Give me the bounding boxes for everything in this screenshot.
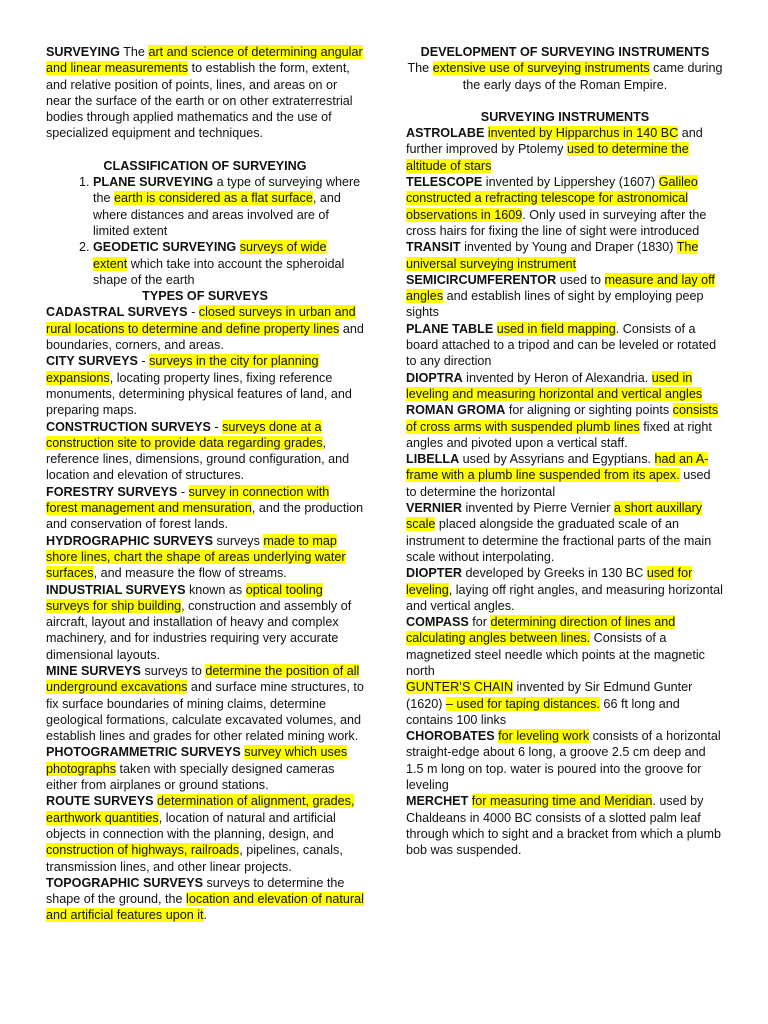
entry [406, 321, 724, 370]
text: , construction and assembly of aircraft, layout and installation of heavy and complex machinery, and for industries requiring very accurate dimensional layouts. [46, 598, 352, 662]
text: used to determine the horizontal [406, 468, 711, 499]
text: invented by Pierre Vernier [461, 501, 614, 516]
highlight: made to map shore lines, chart the shape of areas underlying water surfaces [46, 533, 346, 581]
highlight: optical tooling surveys for ship building [46, 582, 323, 613]
text: . Consists of a board attached to a tripod and can be leveled or rotated to any direction [406, 321, 717, 369]
highlight: art and science of determining angular and linear measurements [46, 45, 363, 76]
text: , location of natural and artificial objects in connection with the planning, design, and [46, 810, 336, 841]
text: and boundaries, corners, and areas. [46, 321, 364, 353]
entry [46, 533, 364, 582]
term: SURVEYING [46, 45, 120, 59]
entry [406, 174, 724, 239]
highlight: Galileo constructed a refracting telescope for astronomical observations in 1609 [406, 175, 698, 222]
text: - [177, 484, 189, 499]
highlight: – used for taping distances. [445, 696, 600, 711]
highlight: surveys of wide extent [93, 240, 327, 271]
highlight: invented by Hipparchus in 140 BC [487, 126, 679, 141]
text: developed by Greeks in 130 BC [461, 566, 647, 581]
text: invented by Sir Edmund Gunter (1620) [406, 680, 693, 711]
highlight: location and elevation of natural and artificial features upon it [46, 892, 364, 923]
term: ROUTE SURVEYS [46, 794, 154, 809]
text: , and where distances and areas involved are of limited extent [93, 191, 341, 238]
term: CADASTRAL SURVEYS [46, 305, 188, 320]
highlight: a short auxillary scale [406, 501, 703, 532]
entry [46, 793, 364, 874]
text: - [187, 305, 199, 320]
classification-heading: CLASSIFICATION OF SURVEYING [103, 158, 307, 173]
text: for aligning or sighting points [505, 403, 673, 418]
text: a type of surveying where the [93, 175, 361, 206]
entry [406, 370, 724, 403]
list-item [93, 174, 364, 239]
entry [406, 500, 724, 565]
text: consists of a horizontal straight-edge about 6 long, a groove 2.5 cm deep and 1.5 m long on top. water is poured into the groove for leveling [406, 729, 721, 793]
text: taken with specially designed cameras either from airplanes or ground stations. [46, 761, 335, 793]
types-list [46, 304, 364, 923]
text: came during the early days of the Roman Empire. [462, 61, 723, 92]
classification-list [46, 174, 364, 288]
highlight: The universal surveying instrument [406, 240, 699, 271]
highlight: determination of alignment, grades, earthwork quantities [46, 794, 355, 825]
highlight: used to determine the altitude of stars [406, 142, 689, 173]
text: Consists of a magnetized steel needle which points at the magnetic north [406, 631, 705, 678]
development-text [406, 60, 724, 93]
highlight: closed surveys in urban and rural locations to determine and define property lines [46, 305, 356, 336]
term: ROMAN GROMA [406, 403, 506, 418]
text: surveys to [140, 663, 206, 678]
text: and further improved by Ptolemy [406, 126, 703, 157]
entry [46, 304, 364, 353]
text: , locating property lines, fixing reference monuments, determining physical features of land, and preparing maps. [46, 370, 352, 418]
term: MINE SURVEYS [46, 663, 141, 678]
text: placed alongside the graduated scale of an instrument to determine the fractional parts of the main scale without interpolating. [406, 517, 712, 564]
term: MERCHET [406, 794, 469, 809]
entry [46, 582, 364, 663]
text: to establish the form, extent, and relative position of points, lines, and areas on or near the surface of the earth or on other extraterrestrial bodies through applied mathematics and the use of specialized equipment and techniques. [46, 61, 353, 141]
highlight: extensive use of surveying instruments [432, 61, 650, 76]
text: The [407, 61, 433, 76]
term: PHOTOGRAMMETRIC SURVEYS [46, 745, 241, 760]
entry [406, 125, 724, 174]
text: , laying off right angles, and measuring horizontal and vertical angles. [406, 582, 723, 613]
highlight: GUNTER’S CHAIN [406, 680, 514, 695]
entry [406, 728, 724, 793]
term: DIOPTRA [406, 370, 463, 385]
text: surveys [213, 533, 264, 548]
text: . used by Chaldeans in 4000 BC consists of a slotted palm leaf through which to sight and a bracket from which a plumb bob was suspended. [406, 794, 722, 858]
text: for [468, 615, 491, 630]
text: , and measure the flow of streams. [93, 566, 287, 581]
text: . Only used in surveying after the cross hairs for fixing the line of sight were introduced [406, 207, 707, 238]
highlight: measure and lay off angles [406, 272, 715, 304]
term: CHOROBATES [406, 729, 495, 744]
term: TELESCOPE [406, 175, 483, 190]
term: LIBELLA [406, 452, 460, 467]
development-heading: DEVELOPMENT OF SURVEYING INSTRUMENTS [420, 45, 710, 59]
highlight: used in field mapping [496, 321, 616, 336]
left-column [46, 44, 364, 924]
entry [406, 565, 724, 614]
text: surveys to determine the shape of the ground, the [46, 875, 345, 907]
entry [406, 679, 724, 728]
entry [406, 402, 724, 451]
entry [46, 353, 364, 418]
entry [406, 793, 724, 858]
term: ASTROLABE [406, 126, 485, 141]
highlight: survey in connection with forest management and mensuration [46, 484, 330, 516]
highlight: had an A-frame with a plumb line suspended from its apex. [406, 452, 709, 483]
term: PLANE SURVEYING [93, 175, 214, 190]
entry [406, 239, 724, 272]
highlight: earth is considered as a flat surface [114, 191, 313, 206]
text: fixed at right angles and pivoted upon a vertical staff. [406, 419, 712, 450]
instruments-list [406, 125, 724, 858]
text: invented by Young and Draper (1830) [460, 240, 677, 255]
highlight: survey which uses photographs [46, 745, 348, 776]
text: which take into account the spheroidal shape of the earth [93, 256, 345, 287]
term: HYDROGRAPHIC SURVEYS [46, 533, 214, 548]
highlight: for leveling work [498, 729, 590, 744]
term: PLANE TABLE [406, 321, 494, 336]
entry [406, 614, 724, 679]
text: , pipelines, canals, transmission lines, and other linear projects. [46, 843, 343, 874]
text: The [119, 45, 149, 59]
text: invented by Heron of Alexandria. [462, 370, 652, 385]
text: - [137, 354, 150, 369]
right-column [406, 44, 724, 859]
highlight: surveys done at a construction site to provide data regarding grades [46, 419, 323, 450]
term: INDUSTRIAL SURVEYS [46, 582, 186, 597]
text: and surface mine structures, to fix surface boundaries of mining claims, determine geological formations, calculate excavated volumes, and establish lines and grades for other related mining work. [46, 680, 364, 744]
highlight: surveys in the city for planning expansions [46, 354, 319, 385]
text: invented by Lippershey (1607) [482, 175, 659, 190]
term: DIOPTER [406, 566, 462, 581]
term: FORESTRY SURVEYS [46, 484, 178, 499]
text: used to [556, 272, 605, 287]
text: , reference lines, dimensions, ground configuration, and location and elevation of structures. [46, 435, 350, 483]
types-heading: TYPES OF SURVEYS [142, 289, 268, 304]
entry [46, 419, 364, 484]
term: COMPASS [406, 615, 469, 630]
term: CITY SURVEYS [46, 354, 138, 369]
highlight: construction of highways, railroads [46, 843, 240, 858]
highlight: for measuring time and Meridian [471, 794, 653, 809]
text: - [210, 419, 223, 434]
text: . [203, 908, 208, 923]
term: CONSTRUCTION SURVEYS [46, 419, 211, 434]
entry [46, 663, 364, 744]
entry [46, 744, 364, 793]
text: known as [185, 582, 246, 597]
text: and establish lines of sight by employing peep sights [406, 289, 704, 320]
highlight: consists of cross arms with suspended plumb lines [406, 403, 719, 434]
term: TRANSIT [406, 240, 461, 255]
highlight: used in leveling and measuring horizontal and vertical angles [406, 370, 703, 401]
entry [406, 451, 724, 500]
list-item [93, 239, 364, 288]
surveying-definition [46, 44, 364, 142]
highlight: used for leveling [406, 566, 693, 597]
entry [406, 272, 724, 321]
highlight: determining direction of lines and calculating angles between lines. [406, 615, 676, 646]
entry [46, 875, 364, 924]
text: used by Assyrians and Egyptians. [459, 452, 655, 467]
term: VERNIER [406, 501, 462, 516]
instruments-heading: SURVEYING INSTRUMENTS [480, 109, 650, 124]
text: , and the production and conservation of forest lands. [46, 501, 364, 532]
term: TOPOGRAPHIC SURVEYS [46, 875, 203, 890]
text: 66 ft long and contains 100 links [406, 696, 680, 727]
term: GEODETIC SURVEYING [93, 240, 237, 255]
entry [46, 484, 364, 533]
term: SEMICIRCUMFERENTOR [406, 272, 557, 287]
highlight: determine the position of all underground excavations [46, 663, 360, 695]
